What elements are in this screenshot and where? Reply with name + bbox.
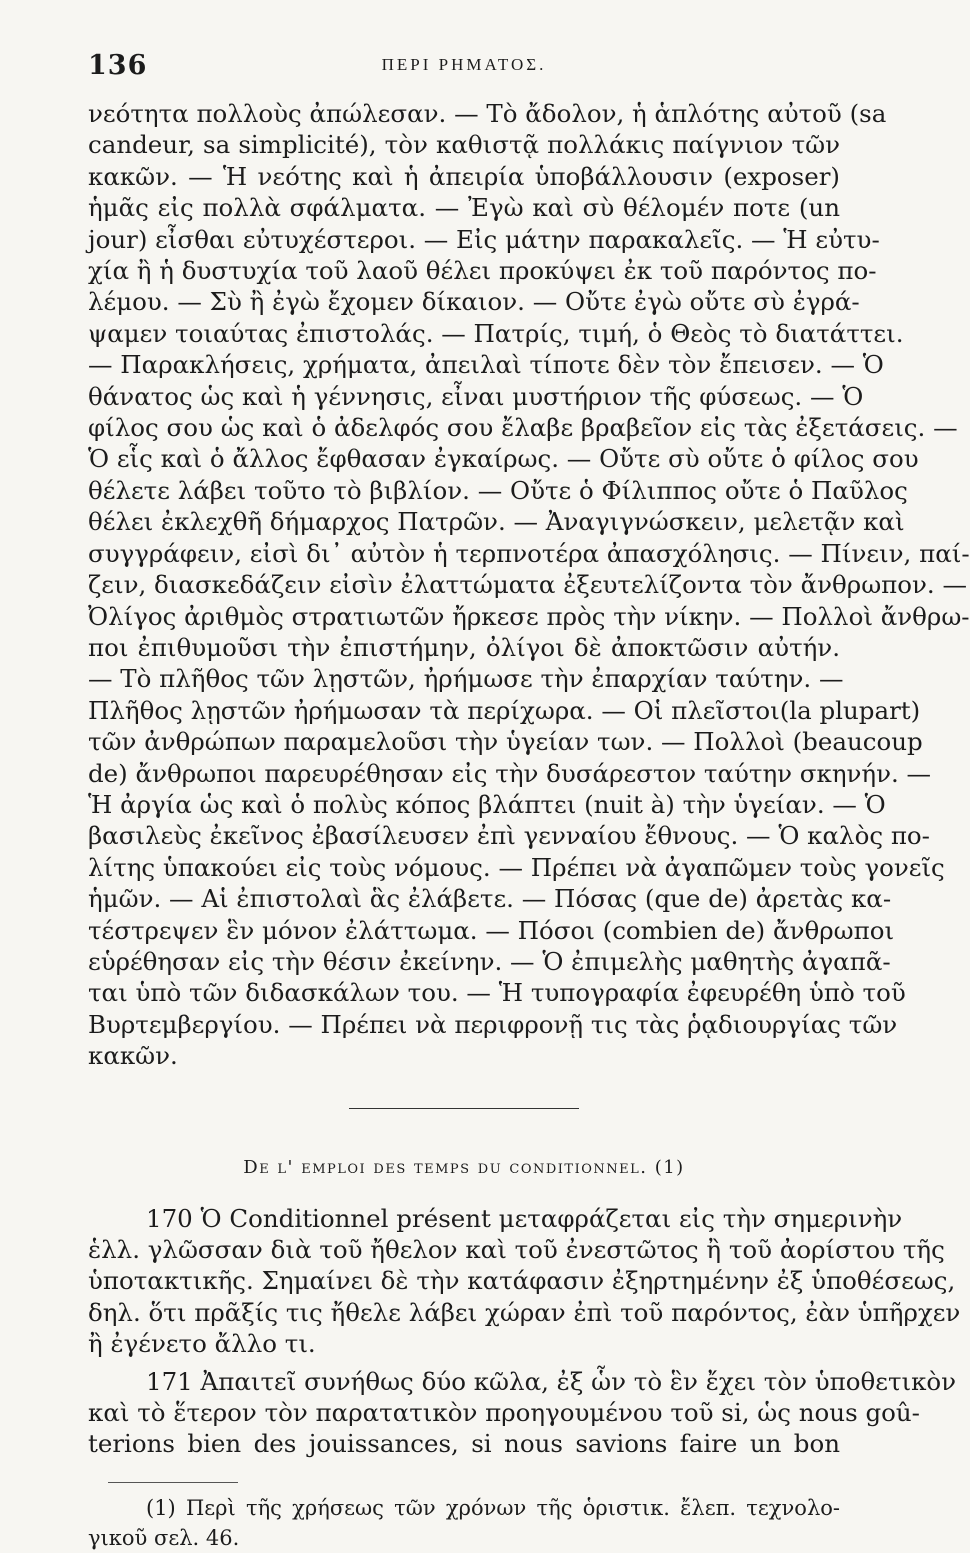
section-divider — [349, 1108, 579, 1109]
paragraph-line: ὑποτακτικῆς. Σημαίνει δὲ τὴν κατάφασιν ἐξηρτημένην ἐξ ὑποθέσεως, — [88, 1266, 956, 1296]
text-line: τέστρεψεν ἓν μόνον ἐλάττωμα. — Πόσοι (combien de) ἄνθρωποι — [88, 915, 895, 945]
text-line: Πλῆθος λῃστῶν ἠρήμωσαν τὰ περίχωρα. — Οἱ πλεῖστοι(la plupart) — [88, 695, 921, 725]
text-line: ζειν, διασκεδάζειν εἰσὶν ἐλαττώματα ἐξευτελίζοντα τὸν ἄνθρωπον. — — [88, 570, 967, 600]
text-line: λέμου. — Σὺ ἢ ἐγὼ ἔχομεν δίκαιον. — Οὔτε ἐγὼ οὔτε σὺ ἐγρά- — [88, 287, 860, 317]
text-line: Ὀλίγος ἀριθμὸς στρατιωτῶν ἤρκεσε πρὸς τὴν νίκην. — Πολλοὶ ἄνθρω- — [88, 601, 970, 631]
text-line: candeur, sa simplicité), τὸν καθιστᾷ πολλάκις παίγνιον τῶν — [88, 130, 840, 160]
page-number: 136 — [88, 50, 148, 81]
text-line: κακῶν. — Ἡ νεότης καὶ ἡ ἀπειρία ὑποβάλλουσιν (exposer) — [88, 161, 840, 191]
paragraph-line: ἢ ἐγένετο ἄλλο τι. — [88, 1329, 316, 1359]
text-line: — Παρακλήσεις, χρήματα, ἀπειλαὶ τίποτε δὲν τὸν ἔπεισεν. — Ὁ — [88, 350, 884, 380]
text-line: συγγράφειν, εἰσὶ δι᾽ αὐτὸν ἡ τερπνοτέρα ἀπασχόλησις. — Πίνειν, παί- — [88, 538, 970, 568]
text-line: — Τὸ πλῆθος τῶν λῃστῶν, ἠρήμωσε τὴν ἐπαρχίαν ταύτην. — — [88, 664, 844, 694]
paragraph-line: terions bien des jouissances, si nous savions faire un bon — [88, 1429, 840, 1459]
book-page — [88, 50, 970, 1553]
text-line: λίτης ὑπακούει εἰς τοὺς νόμους. — Πρέπει νὰ ἀγαπῶμεν τοὺς γονεῖς — [88, 852, 945, 882]
text-line: Βυρτεμβεργίου. — Πρέπει νὰ περιφρονῇ τις τὰς ῥᾳδιουργίας τῶν — [88, 1009, 898, 1039]
paragraph-170 — [88, 1203, 961, 1360]
text-line: κακῶν. — [88, 1041, 178, 1071]
text-line: βασιλεὺς ἐκεῖνος ἐβασίλευσεν ἐπὶ γενναίου ἔθνους. — Ὁ καλὸς πο- — [88, 821, 930, 851]
footnote — [88, 1493, 840, 1553]
text-line: νεότητα πολλοὺς ἀπώλεσαν. — Τὸ ἄδολον, ἡ ἁπλότης αὐτοῦ (sa — [88, 99, 887, 128]
running-title: ΠΕΡΙ ΡΗΜΑΤΟΣ. — [381, 55, 547, 74]
text-line: θέλει ἐκλεχθῆ δήμαρχος Πατρῶν. — Ἀναγιγνώσκειν, μελετᾷν καὶ — [88, 507, 905, 537]
footnote-divider — [108, 1482, 238, 1483]
page-header — [88, 50, 840, 98]
text-line: χία ἢ ἡ δυστυχία τοῦ λαοῦ θέλει προκύψει ἐκ τοῦ παρόντος πο- — [88, 256, 877, 286]
paragraph-line: ἑλλ. γλῶσσαν διὰ τοῦ ἤθελον καὶ τοῦ ἐνεστῶτος ἢ τοῦ ἀορίστου τῆς — [88, 1235, 945, 1264]
text-line: θάνατος ὡς καὶ ἡ γέννησις, εἶναι μυστήριον τῆς φύσεως. — Ὁ — [88, 381, 864, 411]
paragraph-line: δηλ. ὅτι πρᾶξίς τις ἤθελε λάβει χώραν ἐπὶ τοῦ παρόντος, ἐὰν ὑπῆρχεν — [88, 1297, 961, 1327]
text-line: ψαμεν τοιαύτας ἐπιστολάς. — Πατρίς, τιμή, ὁ Θεὸς τὸ διατάττει. — [88, 318, 904, 348]
paragraph-171 — [88, 1366, 957, 1460]
text-line: ται ὑπὸ τῶν διδασκάλων του. — Ἡ τυπογραφία ἐφευρέθη ὑπὸ τοῦ — [88, 978, 906, 1008]
paragraph-line: 170 Ὁ Conditionnel présent μεταφράζεται εἰς τὴν σημερινὴν — [146, 1203, 903, 1233]
section-title: De l' emploi des temps du conditionnel. (1) — [243, 1156, 685, 1178]
text-line: Ἡ ἀργία ὡς καὶ ὁ πολὺς κόπος βλάπτει (nuit à) τὴν ὑγείαν. — Ὁ — [88, 789, 886, 819]
text-line: ἡμῶν. — Αἱ ἐπιστολαὶ ἃς ἐλάβετε. — Πόσας (que de) ἀρετὰς κα- — [88, 884, 892, 914]
text-line: Ὁ εἷς καὶ ὁ ἄλλος ἔφθασαν ἐγκαίρως. — Οὔτε σὺ οὔτε ὁ φίλος σου — [88, 444, 919, 474]
footnote-line: (1) Περὶ τῆς χρήσεως τῶν χρόνων τῆς ὁριστικ. ἔλεπ. τεχνολο- — [146, 1495, 840, 1520]
text-line: εὑρέθησαν εἰς τὴν θέσιν ἐκείνην. — Ὁ ἐπιμελὴς μαθητὴς ἀγαπᾶ- — [88, 946, 891, 976]
paragraph-line: 171 Ἀπαιτεῖ συνήθως δύο κῶλα, ἐξ ὧν τὸ ἓν ἔχει τὸν ὑποθετικὸν — [146, 1366, 957, 1396]
text-line: ποι ἐπιθυμοῦσι τὴν ἐπιστήμην, ὀλίγοι δὲ ἀποκτῶσιν αὐτήν. — [88, 632, 840, 662]
text-line: jour) εἶσθαι εὐτυχέστεροι. — Εἰς μάτην παρακαλεῖς. — Ἡ εὐτυ- — [88, 224, 880, 254]
paragraph-line: καὶ τὸ ἕτερον τὸν παρατατικὸν προηγουμένου τοῦ si, ὡς nous goû- — [88, 1398, 920, 1428]
footnote-line: γικοῦ σελ. 46. — [88, 1525, 240, 1550]
text-line: θέλετε λάβει τοῦτο τὸ βιβλίον. — Οὔτε ὁ Φίλιππος οὔτε ὁ Παῦλος — [88, 475, 908, 505]
text-line: ἡμᾶς εἰς πολλὰ σφάλματα. — Ἐγὼ καὶ σὺ θέλομέν ποτε (un — [88, 193, 840, 223]
exercise-text — [88, 98, 970, 1072]
text-line: φίλος σου ὡς καὶ ὁ ἀδελφός σου ἔλαβε βραβεῖον εἰς τὰς ἐξετάσεις. — — [88, 413, 958, 443]
text-line: τῶν ἀνθρώπων παραμελοῦσι τὴν ὑγείαν των. — Πολλοὶ (beaucoup — [88, 727, 923, 757]
text-line: de) ἄνθρωποι παρευρέθησαν εἰς τὴν δυσάρεστον ταύτην σκηνήν. — — [88, 758, 932, 788]
